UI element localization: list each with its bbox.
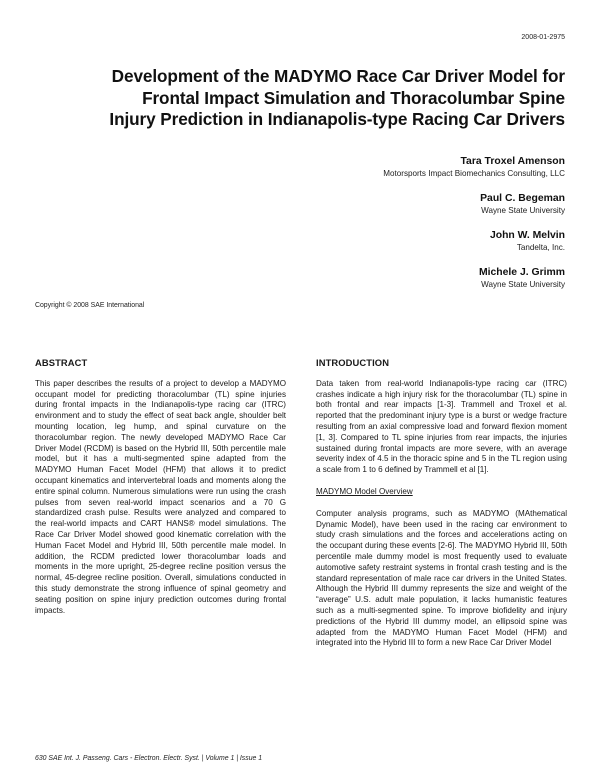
introduction-heading: INTRODUCTION bbox=[316, 357, 390, 368]
page-footer: 630 SAE Int. J. Passeng. Cars - Electron. Electr. Syst. | Volume 1 | Issue 1 bbox=[35, 755, 263, 762]
author-block bbox=[245, 266, 565, 290]
author-list bbox=[245, 155, 565, 303]
introduction-column bbox=[316, 358, 567, 660]
author-name: John W. Melvin bbox=[489, 230, 565, 241]
author-name: Michele J. Grimm bbox=[478, 267, 565, 278]
author-affiliation: Motorsports Impact Biomechanics Consulting, LLC bbox=[383, 169, 565, 178]
paper-title: Development of the MADYMO Race Car Driver Model for Frontal Impact Simulation and Thoracolumbar Spine Injury Prediction in Indianapolis-type Racing Car Drivers bbox=[109, 66, 565, 129]
author-name: Paul C. Begeman bbox=[480, 193, 565, 204]
author-name: Tara Troxel Amenson bbox=[460, 156, 565, 167]
abstract-heading: ABSTRACT bbox=[35, 357, 88, 368]
abstract-column bbox=[35, 358, 286, 627]
subsection-heading: MADYMO Model Overview bbox=[316, 486, 413, 496]
introduction-paragraph: Computer analysis programs, such as MADYMO (MAthematical Dynamic Model), have been used in the racing car environment to study crash simulations and the forces and accelerations acting on the occupant during these events [2-6]. The MADYMO Hybrid III, 50th percentile male dummy model is most frequently used to evaluate automotive safety restraint systems in frontal crash testing and is the standard representation of male race car drivers in the United States. Although the Hybrid III dummy represents the size and weight of the “average” U.S. adult male population, it lacks humanistic features such as a multi-segmented spine. To improve biofidelity and injury predictions of the Hybrid III dummy model, an ellipsoid spine was adapted from the MADYMO Human Facet Model (HFM) and integrated into the Hybrid III to form a new Race Car Driver Model bbox=[316, 508, 567, 648]
author-block bbox=[245, 155, 565, 179]
author-affiliation: Wayne State University bbox=[481, 280, 565, 289]
author-block bbox=[245, 192, 565, 216]
paper-id: 2008-01-2975 bbox=[521, 34, 565, 41]
author-block bbox=[245, 229, 565, 253]
introduction-paragraph: Data taken from real-world Indianapolis-type racing car (ITRC) crashes indicate a high injury risk for the thoracolumbar (TL) spine in both frontal and rear impacts [1-3]. Trammell and Troxel et al. reported that the predominant injury type is a burst or wedge fracture resulting from an axial compressive load and forward flexion moment [1, 3]. Compared to TL spine injuries from rear impacts, the injuries sustained during frontal impacts are more severe, with an average severity index of 4.5 in the thoracic spine and 5 in the TL region using a scale from 1 to 6 defined by Trammell et al [1]. bbox=[316, 378, 567, 475]
author-affiliation: Wayne State University bbox=[481, 206, 565, 215]
copyright-notice: Copyright © 2008 SAE International bbox=[35, 302, 145, 309]
author-affiliation: Tandelta, Inc. bbox=[516, 243, 565, 252]
abstract-text: This paper describes the results of a project to develop a MADYMO occupant model for predicting thoracolumbar (TL) spine injuries during frontal impacts in the Indianapolis-type racing car (ITRC) environment and to study the effect of seat back angle, shoulder belt mounting location, leg hump, and spinal curvature on the thoracolumbar region. The newly developed MADYMO Race Car Driver Model (RCDM) is based on the Hybrid III, 50th percentile male model, but it has a multi-segmented spine adapted from the MADYMO Human Facet Model (HFM) that allows it to predict occupant kinematics and intervertebral loads and moments along the entire spinal column. Numerous simulations were run using the crash pulses from seven real-world impact scenarios and a 70 G standardized crash pulse. Results were analyzed and compared to the real-world impacts and CART HANS® model simulations. The Race Car Driver Model showed good kinematic correlation with the Human Facet Model and Hybrid III, 50th percentile male model. In addition, the RCDM predicted lower thoracolumbar loads and moments in the more upright, 25-degree recline position versus the normal, 45-degree recline position. Overall, simulations conducted in this study demonstrate the strong influence of spinal geometry and seating position on spine injury prediction outcomes during frontal impacts. bbox=[35, 378, 286, 615]
